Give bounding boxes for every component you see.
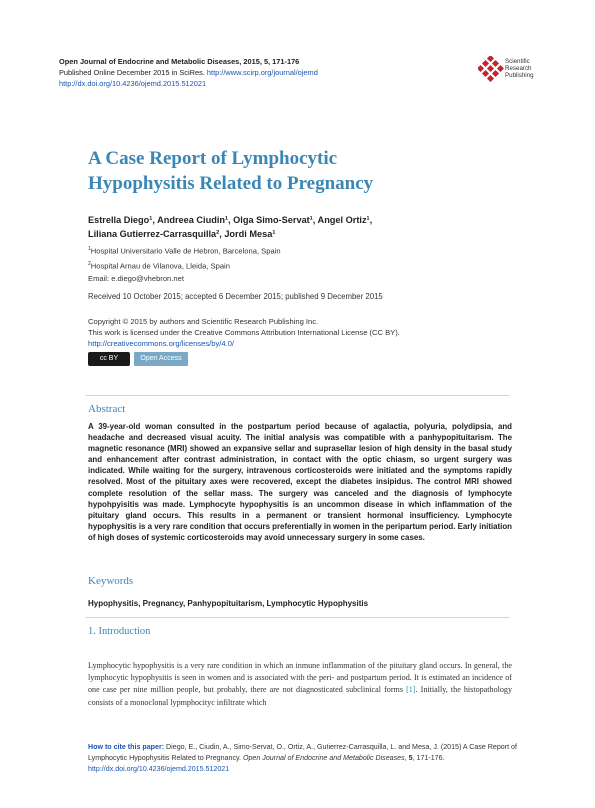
cite-text-1: Diego, E., Ciudin, A., Simo-Servat, O., Ortiz, A., Gutierrez-Carrasquilla, L. and Mesa, J. (2015) A Case Report of Lymphocytic Hypophysitis Related to Pregnancy. [88,743,517,762]
cite-volume: 5 [408,754,413,762]
journal-header [59,56,318,89]
abstract-divider [86,395,510,396]
journal-line: Open Journal of Endocrine and Metabolic Diseases, 2015, 5, 171-176 [59,57,300,66]
publisher-logo-text [505,58,534,80]
doi-link[interactable]: http://dx.doi.org/10.4236/ojemd.2015.512021 [59,79,207,88]
publication-dates: Received 10 October 2015; accepted 6 December 2015; published 9 December 2015 [88,292,383,301]
published-line: Published Online December 2015 in SciRes. [59,68,205,77]
affiliations [88,243,281,286]
author-list [88,214,538,241]
intro-text-part-1: Lymphocytic hypophysitis is a very rare condition in which an inmune inflammation of the pituitary gland occurs. In general, the lymphocytic hypophysitis is seen in women and is associated with the peri- and postpartum period. It is estimated an incidence of one case per nine million people, but probably, there are not diagnosticated subclinical forms [88,661,512,695]
intro-text-part-2: . Initially, the histopathology consists of a monoclonal lypmphocityc infiltrate which [88,685,513,707]
copyright-line: Copyright © 2015 by authors and Scientific Research Publishing Inc. [88,317,319,326]
cite-text-2: , [404,754,409,762]
scientific-research-logo-icon [478,56,504,82]
logo-line-2: Research [505,65,532,73]
cc-by-badge[interactable]: cc BY [88,352,130,366]
logo-line-3: Publishing [505,72,534,80]
how-to-cite [88,742,528,775]
license-badges [88,350,188,368]
introduction-text [88,660,512,709]
introduction-heading: 1. Introduction [88,626,151,637]
license-url-link[interactable]: http://creativecommons.org/licenses/by/4.0/ [88,339,235,348]
cite-doi-link[interactable]: http://dx.doi.org/10.4236/ojemd.2015.512021 [88,765,230,773]
cite-label: How to cite this paper: [88,743,165,751]
reference-link-1[interactable]: [1] [406,685,416,695]
keywords-heading: Keywords [88,575,134,587]
title-line-1: A Case Report of Lymphocytic [88,148,338,169]
cite-text-3: , 171-176. [412,754,445,762]
authors-line-2: Liliana Gutierrez-Carrasquilla², Jordi Mesa¹ [88,228,276,239]
logo-line-1: Scientific [505,58,530,65]
title-line-2: Hypophysitis Related to Pregnancy [88,173,374,194]
license-line: This work is licensed under the Creative Commons Attribution International License (CC BY). [88,328,400,337]
affiliation-1-marker: 1 [88,246,91,252]
authors-line-1: Estrella Diego¹, Andreea Ciudin¹, Olga Simo-Servat¹, Angel Ortiz¹, [88,215,373,225]
author-email: Email: e.diego@vhebron.net [88,274,184,284]
affiliation-1: Hospital Universitario Valle de Hebron, Barcelona, Spain [90,246,281,256]
abstract-heading: Abstract [88,403,126,415]
affiliation-2-marker: 2 [88,261,91,268]
cite-journal: Open Journal of Endocrine and Metabolic Diseases [242,754,405,762]
paper-title [88,146,528,196]
copyright-block [88,316,400,349]
keywords-text: Hypophysitis, Pregnancy, Panhypopituitarism, Lymphocytic Hypophysitis [88,599,369,608]
intro-divider [86,617,510,618]
journal-url-link[interactable]: http://www.scirp.org/journal/ojemd [206,68,318,77]
affiliation-2: Hospital Arnau de Vilanova, Lleida, Spain [90,261,230,271]
open-access-badge[interactable]: Open Access [134,352,188,366]
abstract-text: A 39-year-old woman consulted in the postpartum period because of agalactia, polyuria, polydipsia, and headache and decreased visual acuity. The initial analysis was compatible with a panhypopituitarism. The magnetic resonance (MRI) showed an expansive sellar and suprasellar lesion of high density in the basal study and enhancement after contrast administration, in contact with the optic chiasm, so urgent surgery was indicated. While waiting for the surgery, intravenous corticosteroids were initiated and the symptoms rapidly resolved. Most of the pituitary axes were recovered, except the diabetes insipidus. The control MRI showed complete resolution of the sellar mass. The surgery was canceled and the diagnosis of lymphocyte hypohpyisitis was made. Lymphocyte hypophysitis is an uncommon disease in which inflammation of the pituitary gland occurs. This results in a permanent or transient hormonal insufficiency. Lymphocyte hypophysitis is a very rare condition that occurs preferentially in women in the peripartum period. Early initiation of high doses of systemic corticosteroids may avoid unnecessary surgery in some cases. [88,422,512,542]
